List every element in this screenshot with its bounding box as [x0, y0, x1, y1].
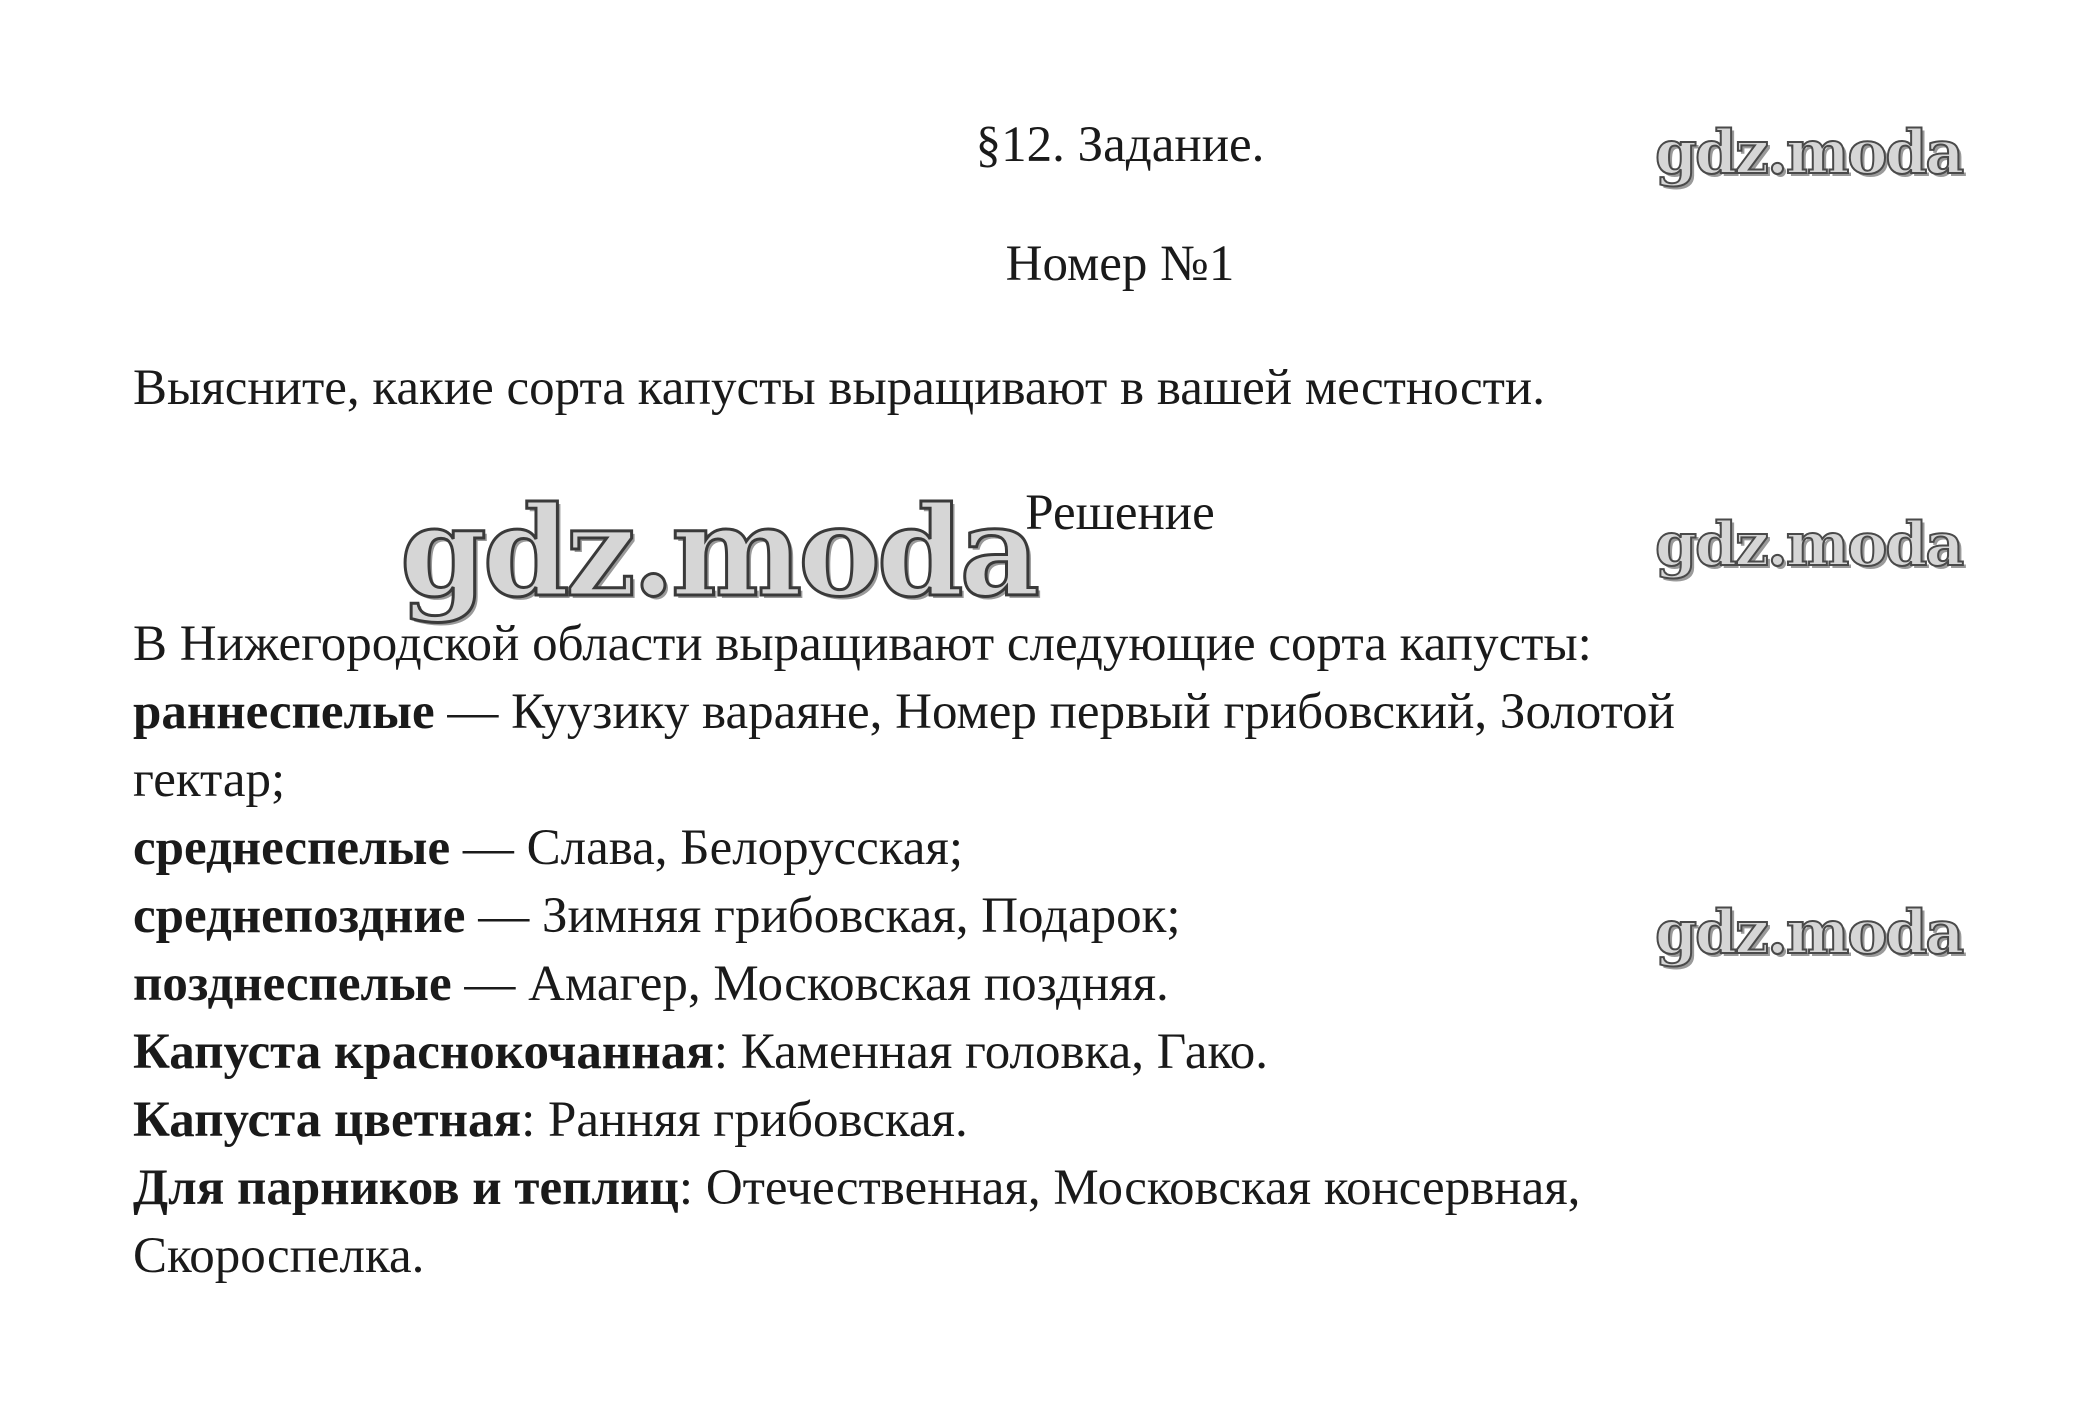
variety-list: Амагер, Московская поздняя. — [528, 956, 1169, 1012]
watermark-logo-large: gdz.moda — [400, 480, 1036, 625]
solution-intro: В Нижегородской области выращивают следующие сорта капусты: — [133, 616, 1592, 672]
variety-term: среднепоздние — [133, 888, 466, 944]
section-title: §12. Задание. — [975, 117, 1265, 173]
variety-line-early-cont: гектар; — [133, 752, 286, 808]
watermark-logo: gdz.moda — [1655, 898, 1963, 968]
variety-list: Ранняя грибовская. — [548, 1092, 968, 1148]
watermark-logo: gdz.moda — [1655, 510, 1963, 580]
variety-line-cauliflower — [133, 1086, 1993, 1154]
variety-line-greenhouse-cont: Скороспелка. — [133, 1228, 425, 1284]
variety-line-red-cabbage — [133, 1018, 1993, 1086]
variety-list: Зимняя грибовская, Подарок; — [541, 888, 1181, 944]
watermark-logo: gdz.moda — [1655, 118, 1963, 188]
variety-list: Отечественная, Московская консервная, — [705, 1160, 1581, 1216]
variety-list: Куузику вараяне, Номер первый грибовский, Золотой — [511, 684, 1675, 740]
variety-list: Слава, Белорусская; — [526, 820, 964, 876]
variety-term: Для парников и теплиц — [133, 1160, 679, 1216]
variety-term: позднеспелые — [133, 956, 452, 1012]
variety-list: Каменная головка, Гако. — [740, 1024, 1268, 1080]
variety-term: Капуста цветная — [133, 1092, 522, 1148]
variety-line-mid — [133, 814, 1993, 882]
variety-separator: — — [451, 956, 529, 1012]
variety-term: Капуста краснокочанная — [133, 1024, 714, 1080]
task-number: Номер №1 — [1005, 236, 1235, 292]
variety-separator: — — [465, 888, 542, 944]
variety-line-greenhouse — [133, 1154, 1993, 1222]
variety-term: среднеспелые — [133, 820, 451, 876]
task-text: Выясните, какие сорта капусты выращивают в вашей местности. — [133, 360, 1545, 416]
variety-separator: — — [434, 684, 512, 740]
variety-line-early — [133, 678, 1993, 746]
variety-separator: — — [450, 820, 527, 876]
variety-term: раннеспелые — [133, 684, 435, 740]
solution-title: Решение — [1025, 485, 1215, 541]
variety-separator: : — [713, 1024, 741, 1080]
variety-separator: : — [678, 1160, 706, 1216]
variety-separator: : — [521, 1092, 549, 1148]
